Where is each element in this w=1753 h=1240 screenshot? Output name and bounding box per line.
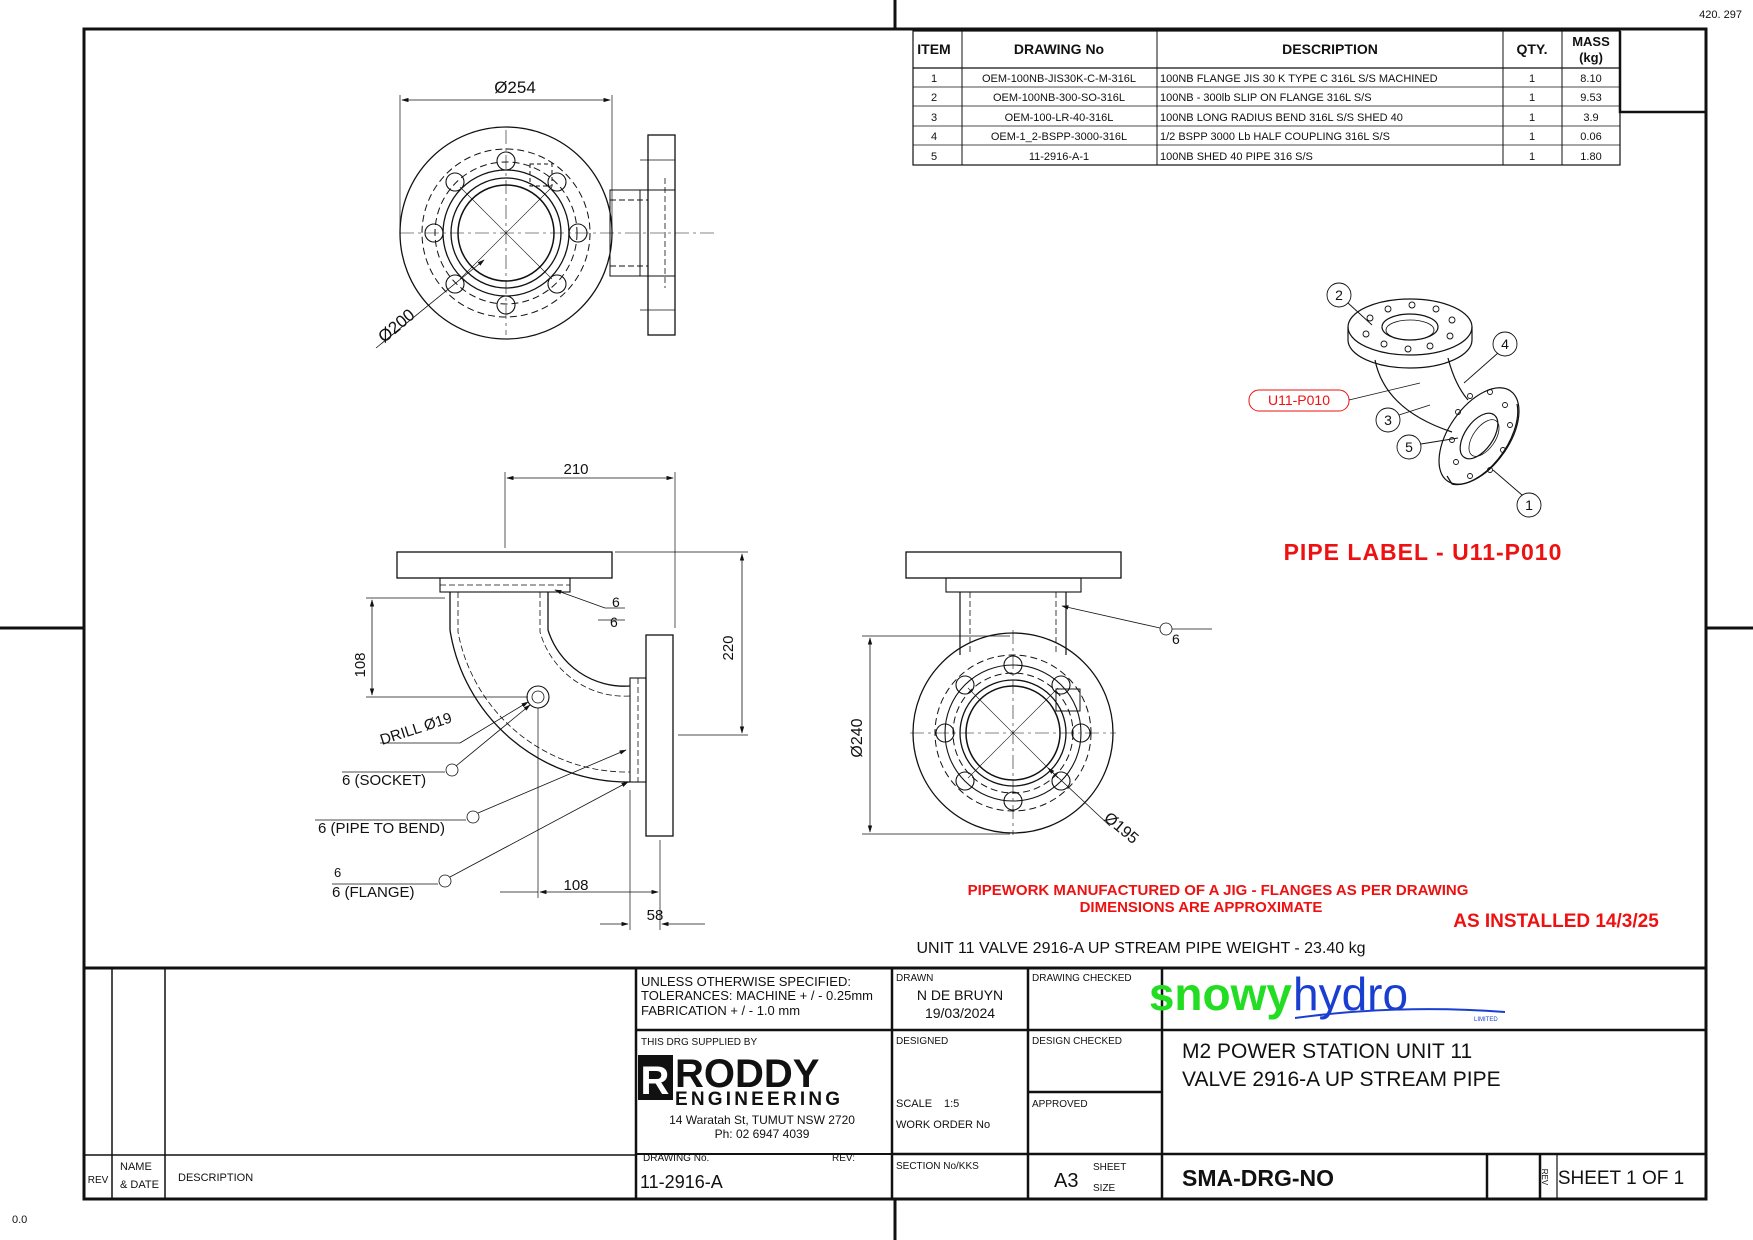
bom-row-2-mass: 9.53 [1580,92,1602,104]
bom-row-2-qty: 1 [1528,92,1536,104]
bom-row-4-mass: 0.06 [1580,131,1602,143]
drill-label: DRILL Ø19 [377,709,455,749]
scale-label: SCALE [896,1098,933,1110]
bom-row-2-description: 100NB - 300lb SLIP ON FLANGE 316L S/S [1160,92,1372,104]
approved-label: APPROVED [1032,1099,1088,1110]
weld-flange: 6 (FLANGE) [332,884,415,901]
sheet-size-value: A3 [1054,1170,1079,1192]
supplied-by-label: THIS DRG SUPPLIED BY [641,1037,758,1048]
bom-header-drawing-no: DRAWING No [1013,41,1105,57]
weld-6-top: 6 [612,594,620,610]
weld-flange-top: 6 [334,865,342,880]
bom-row-5-item: 5 [930,151,938,163]
title-block-text [88,968,1684,1194]
pipe-tag-label: U11-P010 [1267,392,1331,408]
date-column-label: & DATE [120,1179,159,1191]
tolerance-line-3: FABRICATION + / - 1.0 mm [641,1003,801,1018]
bom-row-3-drawing-no: OEM-100-LR-40-316L [1004,112,1114,124]
bom-row-4-qty: 1 [1528,131,1536,143]
drawn-by: N DE BRUYN [916,987,1004,1003]
as-installed-note: AS INSTALLED 14/3/25 [1453,911,1659,932]
rev-label: REV: [832,1153,855,1164]
sma-drawing-number: SMA-DRG-NO [1182,1165,1335,1191]
weld-pipe-to-bend: 6 (PIPE TO BEND) [318,820,445,837]
drawing-number: 11-2916-A [640,1172,723,1192]
name-column-label: NAME [120,1161,152,1173]
pipe-label-note: PIPE LABEL - U11-P010 [1283,539,1563,565]
dim-210: 210 [563,461,589,478]
bom-header-qty: QTY. [1516,41,1548,57]
jig-note-line-2: DIMENSIONS ARE APPROXIMATE [1079,899,1323,916]
balloon-5: 5 [1405,439,1413,455]
roddy-logo [638,1052,843,1110]
sheet-number: SHEET 1 OF 1 [1557,1168,1685,1189]
bom-header-description: DESCRIPTION [1282,41,1378,57]
designed-label: DESIGNED [896,1036,949,1047]
weld-6-bottom: 6 [610,614,618,630]
company-address: 14 Waratah St, TUMUT NSW 2720 [669,1113,855,1127]
bom-row-4-item: 4 [930,131,938,143]
bom-header-mass: MASS [1572,34,1610,49]
logo-word-1: snowy [1148,968,1292,1020]
logo-word-3: LIMITED [1474,1017,1498,1023]
snowy-hydro-logo [1149,968,1505,1023]
logo-word-2: hydro [1293,968,1409,1020]
balloon-2: 2 [1335,287,1343,303]
svg-text:R: R [640,1059,670,1103]
bom-row-1-qty: 1 [1528,73,1536,85]
tolerance-line-2: TOLERANCES: MACHINE + / - 0.25mm [641,988,874,1003]
balloon-4: 4 [1501,336,1509,352]
weld-side: 6 [1172,631,1180,647]
bom-row-1-drawing-no: OEM-100NB-JIS30K-C-M-316L [981,73,1137,85]
bom-row-3-mass: 3.9 [1583,112,1599,124]
drawing-no-label: DRAWING No. [643,1153,710,1164]
company-name: RODDY [675,1052,820,1096]
rev-vertical-label: REV [1540,1168,1549,1186]
bom-row-1-mass: 8.10 [1580,73,1602,85]
section-no-label: SECTION No/KKS [896,1161,979,1172]
drawing-checked-label: DRAWING CHECKED [1032,973,1132,984]
bom-row-3-item: 3 [930,112,938,124]
dim-195: Ø195 [1100,809,1142,848]
drawn-date: 19/03/2024 [924,1005,996,1021]
bom-row-5-mass: 1.80 [1580,151,1602,163]
bom-header-mass-unit: (kg) [1579,50,1603,65]
dim-108-vertical: 108 [352,652,369,678]
bom-row-3-description: 100NB LONG RADIUS BEND 316L S/S SHED 40 [1160,112,1403,124]
corner-label-bottom-left: 0.0 [12,1214,28,1226]
corner-label-top-right: 420. 297 [1699,9,1742,21]
bom-table [913,31,1706,165]
dim-254: Ø254 [494,78,536,97]
dim-240: Ø240 [849,718,866,758]
top-view [376,95,718,348]
rev-column-label: REV [87,1175,109,1186]
bom-row-1-item: 1 [930,73,938,85]
sheet-size-label-2: SIZE [1093,1183,1116,1194]
side-view [862,552,1212,835]
balloon-3: 3 [1384,412,1392,428]
bom-row-4-drawing-no: OEM-1_2-BSPP-3000-316L [990,131,1128,143]
weight-note: UNIT 11 VALVE 2916-A UP STREAM PIPE WEIGHT - 23.40 kg [916,940,1366,957]
front-view [315,472,748,930]
design-checked-label: DESIGN CHECKED [1032,1036,1123,1047]
work-order-label: WORK ORDER No [896,1119,991,1131]
bom-row-2-item: 2 [930,92,938,104]
dim-58: 58 [646,907,664,924]
bom-row-5-description: 100NB SHED 40 PIPE 316 S/S [1160,151,1313,163]
company-phone: Ph: 02 6947 4039 [714,1127,810,1141]
scale-value: 1:5 [944,1098,960,1110]
tolerance-line-1: UNLESS OTHERWISE SPECIFIED: [641,974,851,989]
weld-socket: 6 (SOCKET) [342,772,427,789]
company-subname: ENGINEERING [675,1089,844,1110]
drawing-title-line-1: M2 POWER STATION UNIT 11 [1182,1040,1473,1063]
dim-220: 220 [720,635,737,661]
drawn-label: DRAWN [896,973,934,984]
dim-108-horizontal: 108 [563,877,589,894]
bom-row-5-qty: 1 [1528,151,1536,163]
bom-row-1-description: 100NB FLANGE JIS 30 K TYPE C 316L S/S MACHINED [1160,73,1438,85]
jig-note-line-1: PIPEWORK MANUFACTURED OF A JIG - FLANGES AS PER DRAWING [967,882,1469,899]
bom-header-item: ITEM [917,41,951,57]
balloon-1: 1 [1525,497,1533,513]
bom-row-2-drawing-no: OEM-100NB-300-SO-316L [992,92,1126,104]
bom-row-4-description: 1/2 BSPP 3000 Lb HALF COUPLING 316L S/S [1160,131,1390,143]
sheet-size-label-1: SHEET [1093,1162,1127,1173]
bom-row-5-drawing-no: 11-2916-A-1 [1028,151,1090,163]
description-column-label: DESCRIPTION [178,1172,254,1184]
bom-row-3-qty: 1 [1528,112,1536,124]
drawing-title-line-2: VALVE 2916-A UP STREAM PIPE [1182,1068,1501,1091]
dim-200: Ø200 [374,305,419,347]
